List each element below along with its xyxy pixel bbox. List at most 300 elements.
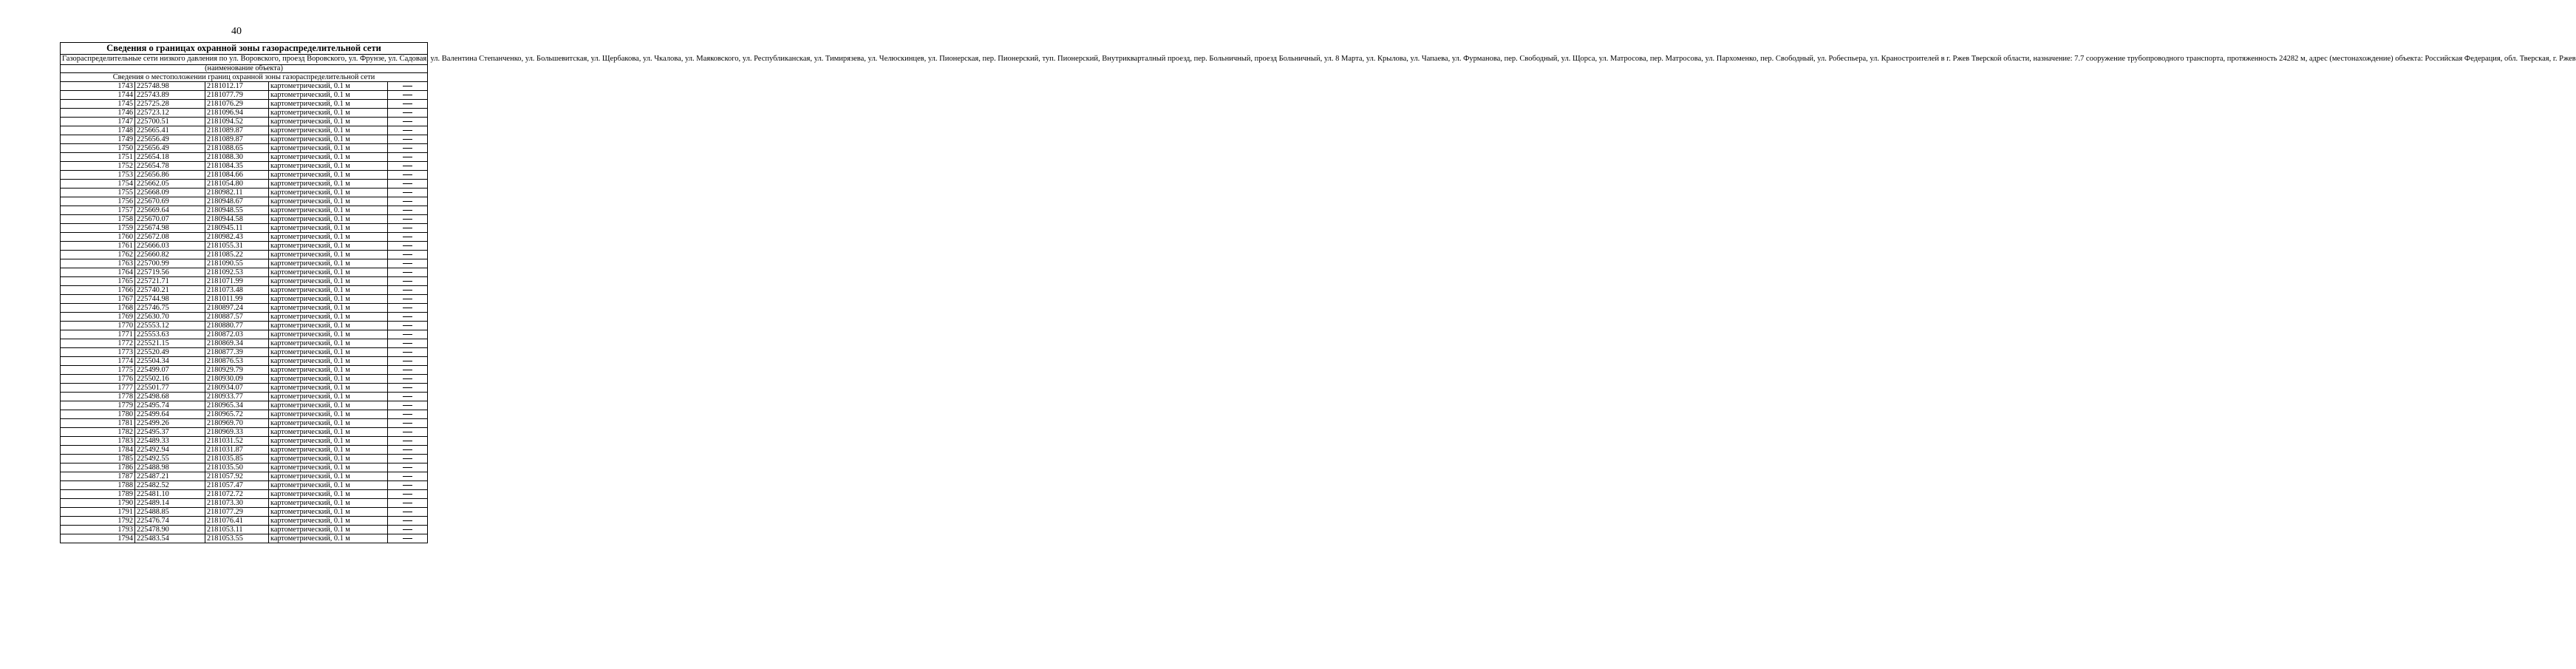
x-coordinate-cell: 225746.75 xyxy=(135,303,205,312)
dash-mark xyxy=(403,476,412,477)
method-cell: картометрический, 0.1 м xyxy=(269,126,388,135)
y-coordinate-cell: 2180887.57 xyxy=(205,312,269,321)
table-row xyxy=(61,339,428,347)
method-cell: картометрический, 0.1 м xyxy=(269,108,388,117)
table-row xyxy=(61,347,428,356)
method-cell: картометрический, 0.1 м xyxy=(269,161,388,170)
description-cell xyxy=(388,463,428,472)
table-row xyxy=(61,268,428,276)
method-cell: картометрический, 0.1 м xyxy=(269,117,388,126)
point-number-cell: 1774 xyxy=(61,356,135,365)
table-row xyxy=(61,223,428,232)
description-cell xyxy=(388,321,428,330)
y-coordinate-cell: 2180872.03 xyxy=(205,330,269,339)
x-coordinate-cell: 225662.05 xyxy=(135,179,205,188)
table-row xyxy=(61,117,428,126)
dash-mark xyxy=(403,139,412,140)
dash-mark xyxy=(403,325,412,326)
description-cell xyxy=(388,188,428,197)
point-number-cell: 1754 xyxy=(61,179,135,188)
table-row xyxy=(61,418,428,427)
y-coordinate-cell: 2180944.58 xyxy=(205,214,269,223)
point-number-cell: 1789 xyxy=(61,489,135,498)
description-cell xyxy=(388,268,428,276)
x-coordinate-cell: 225654.78 xyxy=(135,161,205,170)
method-cell: картометрический, 0.1 м xyxy=(269,259,388,268)
description-cell xyxy=(388,152,428,161)
table-row xyxy=(61,507,428,516)
description-cell xyxy=(388,347,428,356)
description-cell xyxy=(388,214,428,223)
point-number-cell: 1773 xyxy=(61,347,135,356)
description-cell xyxy=(388,312,428,321)
table-row xyxy=(61,321,428,330)
method-cell: картометрический, 0.1 м xyxy=(269,294,388,303)
object-name-caption: (наименование объекта) xyxy=(61,64,428,72)
x-coordinate-cell: 225670.69 xyxy=(135,197,205,206)
description-cell xyxy=(388,135,428,143)
description-cell xyxy=(388,401,428,410)
description-cell xyxy=(388,232,428,241)
dash-mark xyxy=(403,485,412,486)
y-coordinate-cell: 2181084.35 xyxy=(205,161,269,170)
point-number-cell: 1783 xyxy=(61,436,135,445)
method-cell: картометрический, 0.1 м xyxy=(269,436,388,445)
boundary-table xyxy=(60,42,2576,543)
method-cell: картометрический, 0.1 м xyxy=(269,250,388,259)
dash-mark xyxy=(403,130,412,131)
dash-mark xyxy=(403,112,412,113)
description-cell xyxy=(388,445,428,454)
table-row xyxy=(61,392,428,401)
method-cell: картометрический, 0.1 м xyxy=(269,214,388,223)
dash-mark xyxy=(403,174,412,175)
description-cell xyxy=(388,374,428,383)
y-coordinate-cell: 2181089.87 xyxy=(205,126,269,135)
point-number-cell: 1745 xyxy=(61,99,135,108)
x-coordinate-cell: 225743.89 xyxy=(135,90,205,99)
method-cell: картометрический, 0.1 м xyxy=(269,480,388,489)
x-coordinate-cell: 225482.52 xyxy=(135,480,205,489)
y-coordinate-cell: 2181073.48 xyxy=(205,285,269,294)
y-coordinate-cell: 2180869.34 xyxy=(205,339,269,347)
x-coordinate-cell: 225488.85 xyxy=(135,507,205,516)
point-number-cell: 1775 xyxy=(61,365,135,374)
method-cell: картометрический, 0.1 м xyxy=(269,170,388,179)
table-row xyxy=(61,241,428,250)
description-cell xyxy=(388,454,428,463)
dash-mark xyxy=(403,254,412,255)
method-cell: картометрический, 0.1 м xyxy=(269,383,388,392)
method-cell: картометрический, 0.1 м xyxy=(269,285,388,294)
x-coordinate-cell: 225499.26 xyxy=(135,418,205,427)
table-body xyxy=(61,43,2576,543)
table-row xyxy=(61,330,428,339)
y-coordinate-cell: 2180929.79 xyxy=(205,365,269,374)
x-coordinate-cell: 225499.07 xyxy=(135,365,205,374)
dash-mark xyxy=(403,378,412,379)
method-cell: картометрический, 0.1 м xyxy=(269,152,388,161)
y-coordinate-cell: 2180933.77 xyxy=(205,392,269,401)
description-cell xyxy=(388,161,428,170)
description-cell xyxy=(388,418,428,427)
description-cell xyxy=(388,498,428,507)
description-cell xyxy=(388,90,428,99)
description-cell xyxy=(388,525,428,534)
y-coordinate-cell: 2181076.29 xyxy=(205,99,269,108)
y-coordinate-cell: 2181088.65 xyxy=(205,143,269,152)
table-row xyxy=(61,188,428,197)
point-number-cell: 1788 xyxy=(61,480,135,489)
y-coordinate-cell: 2181012.17 xyxy=(205,81,269,90)
y-coordinate-cell: 2180876.53 xyxy=(205,356,269,365)
method-cell: картометрический, 0.1 м xyxy=(269,410,388,418)
method-cell: картометрический, 0.1 м xyxy=(269,321,388,330)
table-row xyxy=(61,170,428,179)
description-cell xyxy=(388,179,428,188)
table-row xyxy=(61,498,428,507)
dash-mark xyxy=(403,387,412,388)
description-cell xyxy=(388,285,428,294)
description-cell xyxy=(388,81,428,90)
table-row xyxy=(61,206,428,214)
method-cell: картометрический, 0.1 м xyxy=(269,90,388,99)
dash-mark xyxy=(403,423,412,424)
table-row xyxy=(61,294,428,303)
table-row xyxy=(61,312,428,321)
dash-mark xyxy=(403,405,412,406)
y-coordinate-cell: 2181090.55 xyxy=(205,259,269,268)
point-number-cell: 1777 xyxy=(61,383,135,392)
table-row xyxy=(61,161,428,170)
point-number-cell: 1764 xyxy=(61,268,135,276)
x-coordinate-cell: 225553.12 xyxy=(135,321,205,330)
table-row xyxy=(61,135,428,143)
point-number-cell: 1747 xyxy=(61,117,135,126)
method-cell: картометрический, 0.1 м xyxy=(269,135,388,143)
table-row xyxy=(61,374,428,383)
y-coordinate-cell: 2180877.39 xyxy=(205,347,269,356)
dash-mark xyxy=(403,219,412,220)
x-coordinate-cell: 225672.08 xyxy=(135,232,205,241)
method-cell: картометрический, 0.1 м xyxy=(269,179,388,188)
description-cell xyxy=(388,99,428,108)
table-row xyxy=(61,143,428,152)
description-cell xyxy=(388,223,428,232)
y-coordinate-cell: 2181077.79 xyxy=(205,90,269,99)
point-number-cell: 1784 xyxy=(61,445,135,454)
dash-mark xyxy=(403,343,412,344)
table-row xyxy=(61,250,428,259)
x-coordinate-cell: 225656.49 xyxy=(135,143,205,152)
y-coordinate-cell: 2180965.34 xyxy=(205,401,269,410)
description-cell xyxy=(388,108,428,117)
y-coordinate-cell: 2180880.77 xyxy=(205,321,269,330)
x-coordinate-cell: 225660.82 xyxy=(135,250,205,259)
y-coordinate-cell: 2180930.09 xyxy=(205,374,269,383)
point-number-cell: 1753 xyxy=(61,170,135,179)
y-coordinate-cell: 2181035.50 xyxy=(205,463,269,472)
dash-mark xyxy=(403,121,412,122)
y-coordinate-cell: 2180969.70 xyxy=(205,418,269,427)
y-coordinate-cell: 2181094.52 xyxy=(205,117,269,126)
table-row xyxy=(61,463,428,472)
table-row xyxy=(61,445,428,454)
point-number-cell: 1755 xyxy=(61,188,135,197)
table-row xyxy=(61,480,428,489)
y-coordinate-cell: 2181072.72 xyxy=(205,489,269,498)
point-number-cell: 1791 xyxy=(61,507,135,516)
dash-mark xyxy=(403,316,412,317)
dash-mark xyxy=(403,529,412,530)
y-coordinate-cell: 2181077.29 xyxy=(205,507,269,516)
description-cell xyxy=(388,516,428,525)
method-cell: картометрический, 0.1 м xyxy=(269,534,388,543)
y-coordinate-cell: 2181085.22 xyxy=(205,250,269,259)
method-cell: картометрический, 0.1 м xyxy=(269,463,388,472)
x-coordinate-cell: 225499.64 xyxy=(135,410,205,418)
table-row xyxy=(61,534,428,543)
y-coordinate-cell: 2180969.33 xyxy=(205,427,269,436)
point-number-cell: 1792 xyxy=(61,516,135,525)
method-cell: картометрический, 0.1 м xyxy=(269,143,388,152)
y-coordinate-cell: 2181092.53 xyxy=(205,268,269,276)
x-coordinate-cell: 225478.90 xyxy=(135,525,205,534)
x-coordinate-cell: 225498.68 xyxy=(135,392,205,401)
table-row xyxy=(61,179,428,188)
point-number-cell: 1762 xyxy=(61,250,135,259)
x-coordinate-cell: 225488.98 xyxy=(135,463,205,472)
y-coordinate-cell: 2181011.99 xyxy=(205,294,269,303)
x-coordinate-cell: 225656.49 xyxy=(135,135,205,143)
description-cell xyxy=(388,339,428,347)
y-coordinate-cell: 2181089.87 xyxy=(205,135,269,143)
y-coordinate-cell: 2180982.43 xyxy=(205,232,269,241)
x-coordinate-cell: 225495.74 xyxy=(135,401,205,410)
method-cell: картометрический, 0.1 м xyxy=(269,401,388,410)
method-cell: картометрический, 0.1 м xyxy=(269,516,388,525)
table-row xyxy=(61,401,428,410)
dash-mark xyxy=(403,263,412,264)
method-cell: картометрический, 0.1 м xyxy=(269,418,388,427)
dash-mark xyxy=(403,201,412,202)
description-cell xyxy=(388,117,428,126)
description-cell xyxy=(388,143,428,152)
dash-mark xyxy=(403,352,412,353)
method-cell: картометрический, 0.1 м xyxy=(269,232,388,241)
point-number-cell: 1766 xyxy=(61,285,135,294)
point-number-cell: 1787 xyxy=(61,472,135,480)
method-cell: картометрический, 0.1 м xyxy=(269,356,388,365)
x-coordinate-cell: 225723.12 xyxy=(135,108,205,117)
y-coordinate-cell: 2180982.11 xyxy=(205,188,269,197)
description-cell xyxy=(388,259,428,268)
method-cell: картометрический, 0.1 м xyxy=(269,223,388,232)
description-cell xyxy=(388,427,428,436)
method-cell: картометрический, 0.1 м xyxy=(269,99,388,108)
table-row xyxy=(61,285,428,294)
point-number-cell: 1769 xyxy=(61,312,135,321)
point-number-cell: 1750 xyxy=(61,143,135,152)
point-number-cell: 1767 xyxy=(61,294,135,303)
page-number: 40 xyxy=(231,26,242,37)
table-row xyxy=(61,152,428,161)
table-row xyxy=(61,276,428,285)
method-cell: картометрический, 0.1 м xyxy=(269,498,388,507)
table-row xyxy=(61,99,428,108)
table-row xyxy=(61,436,428,445)
x-coordinate-cell: 225630.70 xyxy=(135,312,205,321)
y-coordinate-cell: 2180897.24 xyxy=(205,303,269,312)
table-row xyxy=(61,214,428,223)
method-cell: картометрический, 0.1 м xyxy=(269,472,388,480)
dash-mark xyxy=(403,334,412,335)
y-coordinate-cell: 2180934.07 xyxy=(205,383,269,392)
y-coordinate-cell: 2181053.11 xyxy=(205,525,269,534)
point-number-cell: 1776 xyxy=(61,374,135,383)
description-cell xyxy=(388,303,428,312)
y-coordinate-cell: 2181096.94 xyxy=(205,108,269,117)
table-row xyxy=(61,525,428,534)
x-coordinate-cell: 225669.64 xyxy=(135,206,205,214)
method-cell: картометрический, 0.1 м xyxy=(269,525,388,534)
description-cell xyxy=(388,197,428,206)
x-coordinate-cell: 225504.34 xyxy=(135,356,205,365)
object-description: Газораспределительные сети низкого давления по ул. Воровского, проезд Воровского, ул. Фрунзе, ул. Садовая, ул. Валентина Степанченко, ул. Большевитская, ул. Щербакова, ул. Чкалова, ул. Маяковского, ул. Республиканская, ул. Тимирязева, ул. Челюскинцев, ул. Пионерская, пер. Пионерский, туп. Пионерский, Внутрикварталный проезд, пер. Больничный, проезд Больничный, ул. 8 Марта, ул. Крылова, ул. Чапаева, ул. Фурманова, пер. Свободный, ул. Щорса, ул. Матросова, пер. Матросова, ул. Пархоменко, пер. Свободный, ул. Робеспьера, ул. Краностроителей в г. Ржев Тверской области, назначение: 7.7 сооружение трубопроводного транспорта, протяженность 24282 м, адрес (местонахождение) объекта: Российская Федерация, обл. Тверская, г. Ржев xyxy=(61,55,428,65)
method-cell: картометрический, 0.1 м xyxy=(269,507,388,516)
x-coordinate-cell: 225501.77 xyxy=(135,383,205,392)
x-coordinate-cell: 225725.28 xyxy=(135,99,205,108)
method-cell: картометрический, 0.1 м xyxy=(269,339,388,347)
description-cell xyxy=(388,241,428,250)
dash-mark xyxy=(403,281,412,282)
x-coordinate-cell: 225740.21 xyxy=(135,285,205,294)
dash-mark xyxy=(403,494,412,495)
point-number-cell: 1757 xyxy=(61,206,135,214)
table-row xyxy=(61,108,428,117)
x-coordinate-cell: 225721.71 xyxy=(135,276,205,285)
y-coordinate-cell: 2180965.72 xyxy=(205,410,269,418)
dash-mark xyxy=(403,192,412,193)
x-coordinate-cell: 225483.54 xyxy=(135,534,205,543)
method-cell: картометрический, 0.1 м xyxy=(269,330,388,339)
point-number-cell: 1790 xyxy=(61,498,135,507)
table-row xyxy=(61,90,428,99)
point-number-cell: 1793 xyxy=(61,525,135,534)
description-cell xyxy=(388,480,428,489)
dash-mark xyxy=(403,183,412,184)
description-cell xyxy=(388,356,428,365)
point-number-cell: 1780 xyxy=(61,410,135,418)
x-coordinate-cell: 225700.99 xyxy=(135,259,205,268)
table-row xyxy=(61,232,428,241)
y-coordinate-cell: 2180948.67 xyxy=(205,197,269,206)
description-cell xyxy=(388,276,428,285)
point-number-cell: 1794 xyxy=(61,534,135,543)
y-coordinate-cell: 2181084.66 xyxy=(205,170,269,179)
table-row xyxy=(61,427,428,436)
table-title: Сведения о границах охранной зоны газораспределительной сети xyxy=(61,43,428,55)
x-coordinate-cell: 225654.18 xyxy=(135,152,205,161)
location-header: Сведения о местоположении границ охранной зоны газораспределительной сети xyxy=(61,72,428,81)
method-cell: картометрический, 0.1 м xyxy=(269,188,388,197)
point-number-cell: 1778 xyxy=(61,392,135,401)
point-number-cell: 1758 xyxy=(61,214,135,223)
table-row xyxy=(61,303,428,312)
point-number-cell: 1749 xyxy=(61,135,135,143)
x-coordinate-cell: 225489.14 xyxy=(135,498,205,507)
description-cell xyxy=(388,206,428,214)
dash-mark xyxy=(403,148,412,149)
table-row xyxy=(61,81,428,90)
x-coordinate-cell: 225744.98 xyxy=(135,294,205,303)
description-cell xyxy=(388,392,428,401)
point-number-cell: 1760 xyxy=(61,232,135,241)
point-number-cell: 1756 xyxy=(61,197,135,206)
x-coordinate-cell: 225521.15 xyxy=(135,339,205,347)
method-cell: картометрический, 0.1 м xyxy=(269,445,388,454)
point-number-cell: 1786 xyxy=(61,463,135,472)
y-coordinate-cell: 2181031.52 xyxy=(205,436,269,445)
x-coordinate-cell: 225719.56 xyxy=(135,268,205,276)
dash-mark xyxy=(403,396,412,397)
x-coordinate-cell: 225748.98 xyxy=(135,81,205,90)
point-number-cell: 1779 xyxy=(61,401,135,410)
dash-mark xyxy=(403,458,412,459)
dash-mark xyxy=(403,272,412,273)
table-row xyxy=(61,383,428,392)
dash-mark xyxy=(403,245,412,246)
table-row xyxy=(61,516,428,525)
x-coordinate-cell: 225492.55 xyxy=(135,454,205,463)
point-number-cell: 1781 xyxy=(61,418,135,427)
y-coordinate-cell: 2181031.87 xyxy=(205,445,269,454)
point-number-cell: 1751 xyxy=(61,152,135,161)
x-coordinate-cell: 225489.33 xyxy=(135,436,205,445)
table-row xyxy=(61,259,428,268)
method-cell: картометрический, 0.1 м xyxy=(269,206,388,214)
description-cell xyxy=(388,489,428,498)
description-cell xyxy=(388,383,428,392)
description-cell xyxy=(388,507,428,516)
method-cell: картометрический, 0.1 м xyxy=(269,81,388,90)
dash-mark xyxy=(403,520,412,521)
x-coordinate-cell: 225670.07 xyxy=(135,214,205,223)
point-number-cell: 1772 xyxy=(61,339,135,347)
dash-mark xyxy=(403,467,412,468)
x-coordinate-cell: 225502.16 xyxy=(135,374,205,383)
table-row xyxy=(61,126,428,135)
method-cell: картометрический, 0.1 м xyxy=(269,268,388,276)
point-number-cell: 1744 xyxy=(61,90,135,99)
x-coordinate-cell: 225520.49 xyxy=(135,347,205,356)
dash-mark xyxy=(403,414,412,415)
point-number-cell: 1748 xyxy=(61,126,135,135)
x-coordinate-cell: 225700.51 xyxy=(135,117,205,126)
y-coordinate-cell: 2181073.30 xyxy=(205,498,269,507)
description-cell xyxy=(388,436,428,445)
dash-mark xyxy=(403,538,412,539)
method-cell: картометрический, 0.1 м xyxy=(269,365,388,374)
point-number-cell: 1759 xyxy=(61,223,135,232)
point-number-cell: 1768 xyxy=(61,303,135,312)
description-cell xyxy=(388,365,428,374)
point-number-cell: 1761 xyxy=(61,241,135,250)
x-coordinate-cell: 225553.63 xyxy=(135,330,205,339)
x-coordinate-cell: 225476.74 xyxy=(135,516,205,525)
point-number-cell: 1782 xyxy=(61,427,135,436)
method-cell: картометрический, 0.1 м xyxy=(269,303,388,312)
